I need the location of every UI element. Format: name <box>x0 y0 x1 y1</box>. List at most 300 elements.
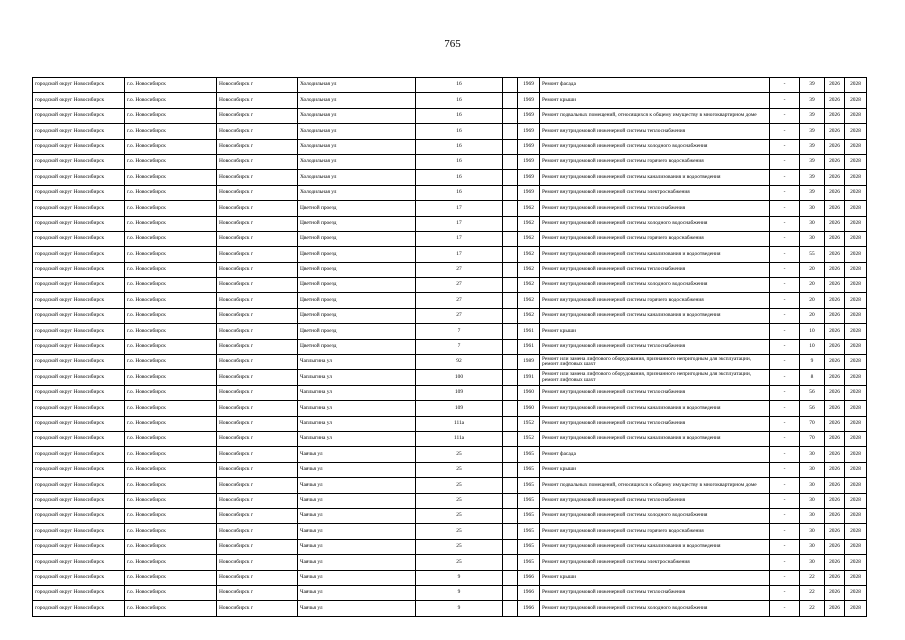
table-row <box>33 462 867 477</box>
house-number-cell: 16 <box>416 139 503 154</box>
table-row <box>33 401 867 416</box>
district-cell: городской округ Новосибирск <box>33 293 125 308</box>
municipality-cell: г.о. Новосибирск <box>125 478 217 493</box>
volume-cell: 20 <box>800 278 825 293</box>
table-row <box>33 108 867 123</box>
street-cell: Холодильная ул <box>298 154 416 169</box>
district-cell: городской округ Новосибирск <box>33 447 125 462</box>
work-type-cell: Ремонт крыши <box>540 462 770 477</box>
district-cell: городской округ Новосибирск <box>33 355 125 370</box>
municipality-cell: г.о. Новосибирск <box>125 247 217 262</box>
house-number-cell: 25 <box>416 462 503 477</box>
district-cell: городской округ Новосибирск <box>33 185 125 200</box>
built-year-cell: 1965 <box>518 478 540 493</box>
district-cell: городской округ Новосибирск <box>33 216 125 231</box>
street-cell: Холодильная ул <box>298 108 416 123</box>
locality-cell: Новосибирск г <box>217 247 298 262</box>
table-row <box>33 231 867 246</box>
work-type-cell: Ремонт внутридомовой инженерной системы теплоснабжения <box>540 262 770 277</box>
house-number-cell: 109 <box>416 385 503 400</box>
house-number-cell: 25 <box>416 524 503 539</box>
volume-cell: 39 <box>800 154 825 169</box>
period-end-cell: 2028 <box>845 493 867 508</box>
period-end-cell: 2028 <box>845 585 867 600</box>
period-start-cell: 2026 <box>825 124 845 139</box>
building-cell <box>503 355 518 370</box>
dash-cell: - <box>770 324 800 339</box>
period-start-cell: 2026 <box>825 355 845 370</box>
municipality-cell: г.о. Новосибирск <box>125 493 217 508</box>
district-cell: городской округ Новосибирск <box>33 93 125 108</box>
period-start-cell: 2026 <box>825 154 845 169</box>
street-cell: Цветной проезд <box>298 216 416 231</box>
municipality-cell: г.о. Новосибирск <box>125 401 217 416</box>
work-type-cell: Ремонт внутридомовой инженерной системы канализования и водоотведения <box>540 247 770 262</box>
house-number-cell: 9 <box>416 585 503 600</box>
building-cell <box>503 293 518 308</box>
building-cell <box>503 278 518 293</box>
locality-cell: Новосибирск г <box>217 216 298 231</box>
dash-cell: - <box>770 293 800 308</box>
municipality-cell: г.о. Новосибирск <box>125 539 217 554</box>
municipality-cell: г.о. Новосибирск <box>125 339 217 354</box>
dash-cell: - <box>770 385 800 400</box>
building-cell <box>503 201 518 216</box>
district-cell: городской округ Новосибирск <box>33 539 125 554</box>
volume-cell: 70 <box>800 431 825 446</box>
building-cell <box>503 493 518 508</box>
work-type-cell: Ремонт подвальных помещений, относящихся к общему имуществу в многоквартирном доме <box>540 478 770 493</box>
district-cell: городской округ Новосибирск <box>33 201 125 216</box>
street-cell: Чаячья ул <box>298 493 416 508</box>
work-type-cell: Ремонт внутридомовой инженерной системы канализования и водоотведения <box>540 308 770 323</box>
house-number-cell: 27 <box>416 308 503 323</box>
work-type-cell: Ремонт или замена лифтового оборудования, признанного непригодным для эксплуатации, ремонт лифтовых шахт <box>540 355 770 370</box>
municipality-cell: г.о. Новосибирск <box>125 524 217 539</box>
municipality-cell: г.о. Новосибирск <box>125 416 217 431</box>
locality-cell: Новосибирск г <box>217 278 298 293</box>
locality-cell: Новосибирск г <box>217 508 298 523</box>
table-row <box>33 478 867 493</box>
locality-cell: Новосибирск г <box>217 201 298 216</box>
street-cell: Чаячья ул <box>298 570 416 585</box>
period-start-cell: 2026 <box>825 385 845 400</box>
district-cell: городской округ Новосибирск <box>33 401 125 416</box>
house-number-cell: 16 <box>416 154 503 169</box>
municipality-cell: г.о. Новосибирск <box>125 185 217 200</box>
built-year-cell: 1969 <box>518 154 540 169</box>
period-end-cell: 2028 <box>845 524 867 539</box>
locality-cell: Новосибирск г <box>217 555 298 570</box>
municipality-cell: г.о. Новосибирск <box>125 201 217 216</box>
municipality-cell: г.о. Новосибирск <box>125 108 217 123</box>
volume-cell: 22 <box>800 601 825 616</box>
built-year-cell: 1965 <box>518 447 540 462</box>
building-cell <box>503 170 518 185</box>
building-cell <box>503 262 518 277</box>
work-type-cell: Ремонт подвальных помещений, относящихся к общему имуществу в многоквартирном доме <box>540 108 770 123</box>
table-row <box>33 370 867 385</box>
street-cell: Холодильная ул <box>298 170 416 185</box>
work-type-cell: Ремонт внутридомовой инженерной системы канализования и водоотведения <box>540 431 770 446</box>
street-cell: Цветной проезд <box>298 278 416 293</box>
district-cell: городской округ Новосибирск <box>33 570 125 585</box>
dash-cell: - <box>770 139 800 154</box>
volume-cell: 55 <box>800 247 825 262</box>
house-number-cell: 100 <box>416 370 503 385</box>
locality-cell: Новосибирск г <box>217 339 298 354</box>
district-cell: городской округ Новосибирск <box>33 462 125 477</box>
built-year-cell: 1960 <box>518 401 540 416</box>
built-year-cell: 1960 <box>518 385 540 400</box>
period-start-cell: 2026 <box>825 139 845 154</box>
built-year-cell: 1969 <box>518 124 540 139</box>
locality-cell: Новосибирск г <box>217 539 298 554</box>
built-year-cell: 1965 <box>518 508 540 523</box>
municipality-cell: г.о. Новосибирск <box>125 508 217 523</box>
municipality-cell: г.о. Новосибирск <box>125 78 217 93</box>
building-cell <box>503 462 518 477</box>
work-type-cell: Ремонт внутридомовой инженерной системы горячего водоснабжения <box>540 293 770 308</box>
locality-cell: Новосибирск г <box>217 154 298 169</box>
street-cell: Чаячья ул <box>298 447 416 462</box>
municipality-cell: г.о. Новосибирск <box>125 324 217 339</box>
locality-cell: Новосибирск г <box>217 478 298 493</box>
volume-cell: 30 <box>800 555 825 570</box>
building-cell <box>503 585 518 600</box>
table-row <box>33 293 867 308</box>
period-start-cell: 2026 <box>825 201 845 216</box>
period-end-cell: 2028 <box>845 355 867 370</box>
volume-cell: 39 <box>800 185 825 200</box>
work-type-cell: Ремонт внутридомовой инженерной системы теплоснабжения <box>540 416 770 431</box>
dash-cell: - <box>770 308 800 323</box>
municipality-cell: г.о. Новосибирск <box>125 570 217 585</box>
building-cell <box>503 93 518 108</box>
period-end-cell: 2028 <box>845 539 867 554</box>
period-end-cell: 2028 <box>845 385 867 400</box>
municipality-cell: г.о. Новосибирск <box>125 585 217 600</box>
period-start-cell: 2026 <box>825 462 845 477</box>
street-cell: Холодильная ул <box>298 124 416 139</box>
dash-cell: - <box>770 339 800 354</box>
street-cell: Холодильная ул <box>298 78 416 93</box>
house-number-cell: 17 <box>416 201 503 216</box>
table-row <box>33 262 867 277</box>
locality-cell: Новосибирск г <box>217 185 298 200</box>
building-cell <box>503 308 518 323</box>
locality-cell: Новосибирск г <box>217 524 298 539</box>
street-cell: Чаячья ул <box>298 539 416 554</box>
street-cell: Чаплыгина ул <box>298 401 416 416</box>
built-year-cell: 1965 <box>518 493 540 508</box>
locality-cell: Новосибирск г <box>217 170 298 185</box>
period-start-cell: 2026 <box>825 539 845 554</box>
period-end-cell: 2028 <box>845 139 867 154</box>
period-start-cell: 2026 <box>825 524 845 539</box>
district-cell: городской округ Новосибирск <box>33 262 125 277</box>
table-row <box>33 78 867 93</box>
built-year-cell: 1961 <box>518 324 540 339</box>
period-end-cell: 2028 <box>845 78 867 93</box>
district-cell: городской округ Новосибирск <box>33 278 125 293</box>
building-cell <box>503 524 518 539</box>
period-start-cell: 2026 <box>825 431 845 446</box>
period-start-cell: 2026 <box>825 108 845 123</box>
house-number-cell: 25 <box>416 555 503 570</box>
district-cell: городской округ Новосибирск <box>33 108 125 123</box>
district-cell: городской округ Новосибирск <box>33 139 125 154</box>
built-year-cell: 1952 <box>518 416 540 431</box>
built-year-cell: 1962 <box>518 262 540 277</box>
dash-cell: - <box>770 93 800 108</box>
street-cell: Чаячья ул <box>298 508 416 523</box>
locality-cell: Новосибирск г <box>217 324 298 339</box>
period-start-cell: 2026 <box>825 324 845 339</box>
built-year-cell: 1969 <box>518 170 540 185</box>
district-cell: городской округ Новосибирск <box>33 124 125 139</box>
street-cell: Чаячья ул <box>298 585 416 600</box>
volume-cell: 39 <box>800 139 825 154</box>
table-row <box>33 308 867 323</box>
table-row <box>33 278 867 293</box>
building-cell <box>503 555 518 570</box>
locality-cell: Новосибирск г <box>217 385 298 400</box>
page-number: 765 <box>444 38 461 50</box>
period-start-cell: 2026 <box>825 78 845 93</box>
table-row <box>33 570 867 585</box>
street-cell: Чаплыгина ул <box>298 370 416 385</box>
locality-cell: Новосибирск г <box>217 370 298 385</box>
district-cell: городской округ Новосибирск <box>33 478 125 493</box>
building-cell <box>503 78 518 93</box>
dash-cell: - <box>770 601 800 616</box>
street-cell: Чаплыгина ул <box>298 431 416 446</box>
building-cell <box>503 447 518 462</box>
district-cell: городской округ Новосибирск <box>33 308 125 323</box>
street-cell: Цветной проезд <box>298 324 416 339</box>
dash-cell: - <box>770 447 800 462</box>
volume-cell: 30 <box>800 216 825 231</box>
period-end-cell: 2028 <box>845 601 867 616</box>
street-cell: Чаячья ул <box>298 462 416 477</box>
built-year-cell: 1966 <box>518 570 540 585</box>
municipality-cell: г.о. Новосибирск <box>125 385 217 400</box>
dash-cell: - <box>770 493 800 508</box>
work-type-cell: Ремонт внутридомовой инженерной системы электроснабжения <box>540 185 770 200</box>
building-cell <box>503 216 518 231</box>
built-year-cell: 1965 <box>518 524 540 539</box>
period-end-cell: 2028 <box>845 154 867 169</box>
building-cell <box>503 416 518 431</box>
period-start-cell: 2026 <box>825 93 845 108</box>
locality-cell: Новосибирск г <box>217 585 298 600</box>
period-end-cell: 2028 <box>845 370 867 385</box>
table-row <box>33 431 867 446</box>
dash-cell: - <box>770 78 800 93</box>
municipality-cell: г.о. Новосибирск <box>125 431 217 446</box>
period-end-cell: 2028 <box>845 185 867 200</box>
volume-cell: 10 <box>800 339 825 354</box>
period-start-cell: 2026 <box>825 293 845 308</box>
table-row <box>33 139 867 154</box>
district-cell: городской округ Новосибирск <box>33 170 125 185</box>
building-cell <box>503 185 518 200</box>
period-start-cell: 2026 <box>825 508 845 523</box>
house-number-cell: 27 <box>416 278 503 293</box>
district-cell: городской округ Новосибирск <box>33 416 125 431</box>
building-cell <box>503 431 518 446</box>
municipality-cell: г.о. Новосибирск <box>125 231 217 246</box>
dash-cell: - <box>770 431 800 446</box>
locality-cell: Новосибирск г <box>217 78 298 93</box>
street-cell: Чаячья ул <box>298 601 416 616</box>
volume-cell: 22 <box>800 585 825 600</box>
built-year-cell: 1966 <box>518 585 540 600</box>
municipality-cell: г.о. Новосибирск <box>125 308 217 323</box>
house-number-cell: 16 <box>416 185 503 200</box>
volume-cell: 39 <box>800 124 825 139</box>
municipality-cell: г.о. Новосибирск <box>125 370 217 385</box>
work-type-cell: Ремонт внутридомовой инженерной системы теплоснабжения <box>540 201 770 216</box>
volume-cell: 39 <box>800 78 825 93</box>
table-row <box>33 170 867 185</box>
work-type-cell: Ремонт фасада <box>540 78 770 93</box>
district-cell: городской округ Новосибирск <box>33 231 125 246</box>
period-end-cell: 2028 <box>845 401 867 416</box>
municipality-cell: г.о. Новосибирск <box>125 124 217 139</box>
work-type-cell: Ремонт внутридомовой инженерной системы холодного водоснабжения <box>540 139 770 154</box>
municipality-cell: г.о. Новосибирск <box>125 462 217 477</box>
built-year-cell: 1965 <box>518 555 540 570</box>
street-cell: Чаячья ул <box>298 478 416 493</box>
period-end-cell: 2028 <box>845 247 867 262</box>
house-number-cell: 16 <box>416 108 503 123</box>
district-cell: городской округ Новосибирск <box>33 385 125 400</box>
period-end-cell: 2028 <box>845 108 867 123</box>
period-end-cell: 2028 <box>845 324 867 339</box>
locality-cell: Новосибирск г <box>217 108 298 123</box>
period-start-cell: 2026 <box>825 339 845 354</box>
period-start-cell: 2026 <box>825 478 845 493</box>
table-row <box>33 216 867 231</box>
municipality-cell: г.о. Новосибирск <box>125 293 217 308</box>
volume-cell: 20 <box>800 308 825 323</box>
period-start-cell: 2026 <box>825 231 845 246</box>
locality-cell: Новосибирск г <box>217 493 298 508</box>
building-cell <box>503 401 518 416</box>
house-number-cell: 16 <box>416 93 503 108</box>
locality-cell: Новосибирск г <box>217 447 298 462</box>
building-cell <box>503 385 518 400</box>
district-cell: городской округ Новосибирск <box>33 508 125 523</box>
house-number-cell: 17 <box>416 247 503 262</box>
dash-cell: - <box>770 539 800 554</box>
built-year-cell: 1969 <box>518 185 540 200</box>
locality-cell: Новосибирск г <box>217 601 298 616</box>
municipality-cell: г.о. Новосибирск <box>125 278 217 293</box>
built-year-cell: 1962 <box>518 231 540 246</box>
house-number-cell: 7 <box>416 324 503 339</box>
period-start-cell: 2026 <box>825 216 845 231</box>
table-row <box>33 508 867 523</box>
street-cell: Цветной проезд <box>298 247 416 262</box>
locality-cell: Новосибирск г <box>217 93 298 108</box>
building-cell <box>503 124 518 139</box>
volume-cell: 30 <box>800 493 825 508</box>
dash-cell: - <box>770 585 800 600</box>
municipality-cell: г.о. Новосибирск <box>125 555 217 570</box>
dash-cell: - <box>770 185 800 200</box>
period-start-cell: 2026 <box>825 370 845 385</box>
locality-cell: Новосибирск г <box>217 462 298 477</box>
locality-cell: Новосибирск г <box>217 401 298 416</box>
work-type-cell: Ремонт внутридомовой инженерной системы теплоснабжения <box>540 493 770 508</box>
volume-cell: 39 <box>800 108 825 123</box>
table-row <box>33 555 867 570</box>
work-type-cell: Ремонт внутридомовой инженерной системы теплоснабжения <box>540 124 770 139</box>
locality-cell: Новосибирск г <box>217 124 298 139</box>
register-table <box>32 77 867 617</box>
building-cell <box>503 570 518 585</box>
period-end-cell: 2028 <box>845 278 867 293</box>
dash-cell: - <box>770 124 800 139</box>
built-year-cell: 1969 <box>518 93 540 108</box>
house-number-cell: 17 <box>416 216 503 231</box>
volume-cell: 30 <box>800 447 825 462</box>
municipality-cell: г.о. Новосибирск <box>125 93 217 108</box>
table-row <box>33 339 867 354</box>
municipality-cell: г.о. Новосибирск <box>125 262 217 277</box>
volume-cell: 20 <box>800 262 825 277</box>
street-cell: Чаплыгина ул <box>298 355 416 370</box>
house-number-cell: 27 <box>416 293 503 308</box>
municipality-cell: г.о. Новосибирск <box>125 154 217 169</box>
municipality-cell: г.о. Новосибирск <box>125 447 217 462</box>
period-start-cell: 2026 <box>825 570 845 585</box>
dash-cell: - <box>770 154 800 169</box>
built-year-cell: 1969 <box>518 139 540 154</box>
street-cell: Холодильная ул <box>298 139 416 154</box>
work-type-cell: Ремонт внутридомовой инженерной системы канализования и водоотведения <box>540 539 770 554</box>
work-type-cell: Ремонт внутридомовой инженерной системы холодного водоснабжения <box>540 601 770 616</box>
building-cell <box>503 539 518 554</box>
dash-cell: - <box>770 555 800 570</box>
period-end-cell: 2028 <box>845 170 867 185</box>
building-cell <box>503 324 518 339</box>
building-cell <box>503 508 518 523</box>
dash-cell: - <box>770 478 800 493</box>
building-cell <box>503 154 518 169</box>
work-type-cell: Ремонт крыши <box>540 570 770 585</box>
street-cell: Чаплыгина ул <box>298 416 416 431</box>
table-row <box>33 185 867 200</box>
street-cell: Цветной проезд <box>298 339 416 354</box>
street-cell: Цветной проезд <box>298 231 416 246</box>
house-number-cell: 16 <box>416 124 503 139</box>
work-type-cell: Ремонт внутридомовой инженерной системы холодного водоснабжения <box>540 278 770 293</box>
building-cell <box>503 231 518 246</box>
dash-cell: - <box>770 416 800 431</box>
locality-cell: Новосибирск г <box>217 416 298 431</box>
work-type-cell: Ремонт внутридомовой инженерной системы теплоснабжения <box>540 585 770 600</box>
building-cell <box>503 478 518 493</box>
dash-cell: - <box>770 570 800 585</box>
built-year-cell: 1965 <box>518 462 540 477</box>
dash-cell: - <box>770 524 800 539</box>
house-number-cell: 111а <box>416 416 503 431</box>
period-start-cell: 2026 <box>825 416 845 431</box>
